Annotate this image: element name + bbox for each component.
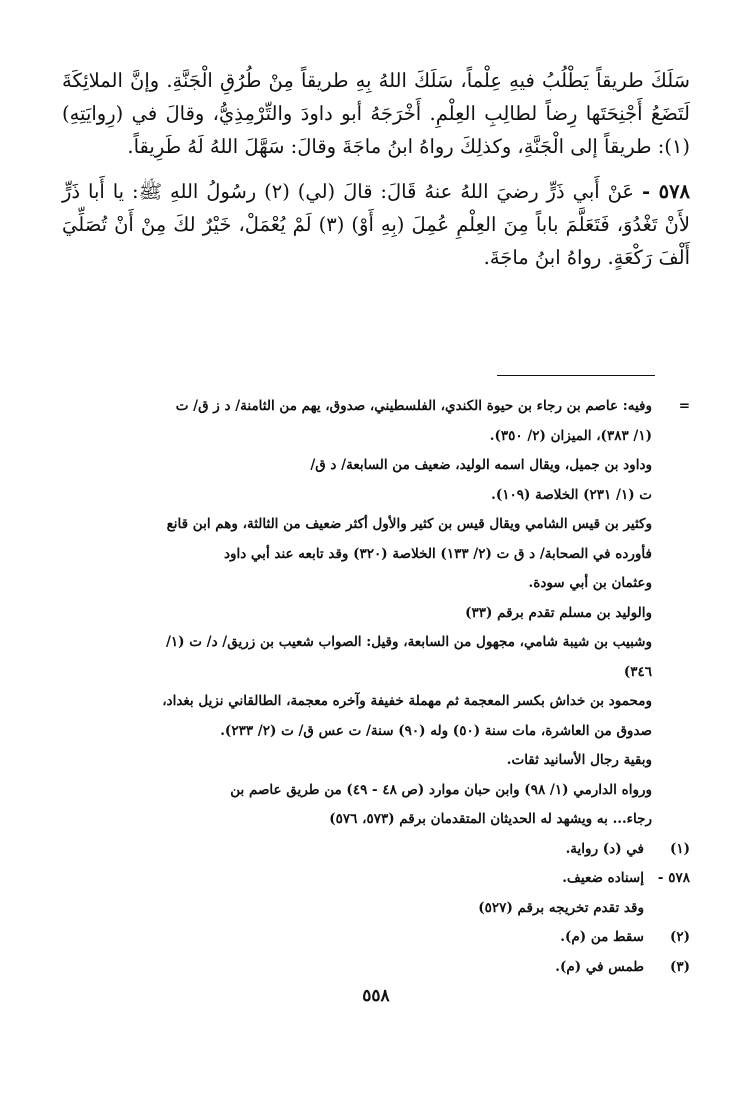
page-number: ٥٥٨: [362, 986, 390, 1006]
footnote-marker: (١): [669, 840, 690, 857]
note-line: والوليد بن مسلم تقدم برقم (٣٣): [465, 604, 652, 621]
footnote-item: [62, 953, 690, 983]
footnote-marker: (٢): [669, 929, 690, 945]
note-line: ت (١/ ٢٣١) الخلاصة (١٠٩).: [491, 486, 652, 503]
continuation-marker: =: [678, 398, 690, 414]
footnotes-section: [62, 392, 690, 982]
note-line: وكثير بن قيس الشامي ويقال قيس بن كثير والأول أكثر ضعيف من الثالثة، وهم ابن قانع: [166, 516, 652, 532]
note-line: وشبيب بن شيبة شامي، مجهول من السابعة، وقيل: الصواب شعيب بن زريق/ د/ ت (١/: [165, 634, 652, 650]
footnote-item: [62, 894, 690, 924]
note-line: ٣٤٦): [623, 663, 652, 680]
footnote-marker: ٥٧٨ -: [657, 870, 690, 886]
note-line: (١/ ٣٨٣)، الميزان (٢/ ٣٥٠).: [489, 427, 652, 444]
note-body: [62, 392, 652, 835]
note-line: وفيه: عاصم بن رجاء بن حيوة الكندي، الفلسطيني، صدوق، يهم من الثامنة/ د ز ق/ ت: [175, 398, 652, 414]
note-line: ورواه الدارمي (١/ ٩٨) وابن حبان موارد (ص ٤٨ - ٤٩) من طريق عاصم بن: [230, 781, 652, 798]
hadith-text: عَنْ أَبي ذَرٍّ رضيَ اللهُ عنهُ قَالَ: قالَ (لي) (٢) رسُولُ اللهِ ﷺ: يا أَبا ذَرٍّ لأَنْ تَغْدُوَ، فَتَعَلَّمَ باباً مِنَ العِلْمِ عُمِلَ (بِهِ أَوْ) (٣) لَمْ يُعْمَلْ، خَيْرٌ لكَ مِنْ أَنْ تُصَلِّيَ أَلْفَ رَكْعَةٍ. رواهُ ابنُ ماجَةَ.: [62, 180, 690, 269]
note-line: وعثمان بن أبي سودة.: [528, 575, 652, 591]
footnote-text: إسناده ضعيف.: [562, 870, 644, 886]
footnote-text: في (د) رواية.: [565, 840, 644, 857]
footnote-item: [62, 864, 690, 894]
note-line: صدوق من العاشرة، مات سنة (٥٠) وله (٩٠) سنة/ ت عس ق/ ت (٢/ ٢٣٣).: [220, 722, 652, 739]
note-line: رجاء... به ويشهد له الحديثان المتقدمان برقم (٥٧٣، ٥٧٦): [329, 811, 652, 827]
note-line: وبقية رجال الأسانيد ثقات.: [506, 752, 652, 768]
main-paragraph-2: [62, 175, 690, 274]
note-line: وداود بن جميل، ويقال اسمه الوليد، ضعيف من السابعة/ د ق/: [310, 457, 652, 473]
footnote-item: [62, 923, 690, 953]
hadith-number: ٥٧٨ -: [641, 180, 691, 203]
footnote-text: طمس في (م).: [555, 958, 644, 975]
footnote-marker: (٣): [669, 958, 690, 975]
note-line: فأورده في الصحابة/ د ق ت (٢/ ١٣٣) الخلاصة (٣٢٠) وقد تابعه عند أبي داود: [223, 545, 652, 562]
footnote-separator: [497, 375, 655, 376]
footnote-item: [62, 835, 690, 865]
footnote-text: وقد تقدم تخريجه برقم (٥٢٧): [478, 899, 644, 916]
main-paragraph-1: سَلَكَ طريقاً يَطْلُبُ فيهِ عِلْماً، سَلَكَ اللهُ بِهِ طريقاً مِنْ طُرُقِ الْجَنَّةِ. وإنَّ الملائِكَةَ لَتَضَعُ أَجْنِحَتَها رِضاً لطالِبِ العِلْمِ. أَخْرَجَهُ أبو داودَ والتِّرْمِذِيُّ، وقالَ في (رِوايَتِهِ) (١): طريقاً إلى الْجَنَّةِ، وكذلِكَ رواهُ ابنُ ماجَةَ وقالَ: سَهَّلَ اللهُ لَهُ طَرِيقاً.: [62, 69, 690, 158]
note-line: ومحمود بن خداش بكسر المعجمة ثم مهملة خفيفة وآخره معجمة، الطالقاني نزيل بغداد،: [162, 693, 652, 709]
main-text: [62, 64, 690, 274]
continued-note: [62, 392, 690, 835]
footnote-text: سقط من (م).: [560, 929, 644, 945]
